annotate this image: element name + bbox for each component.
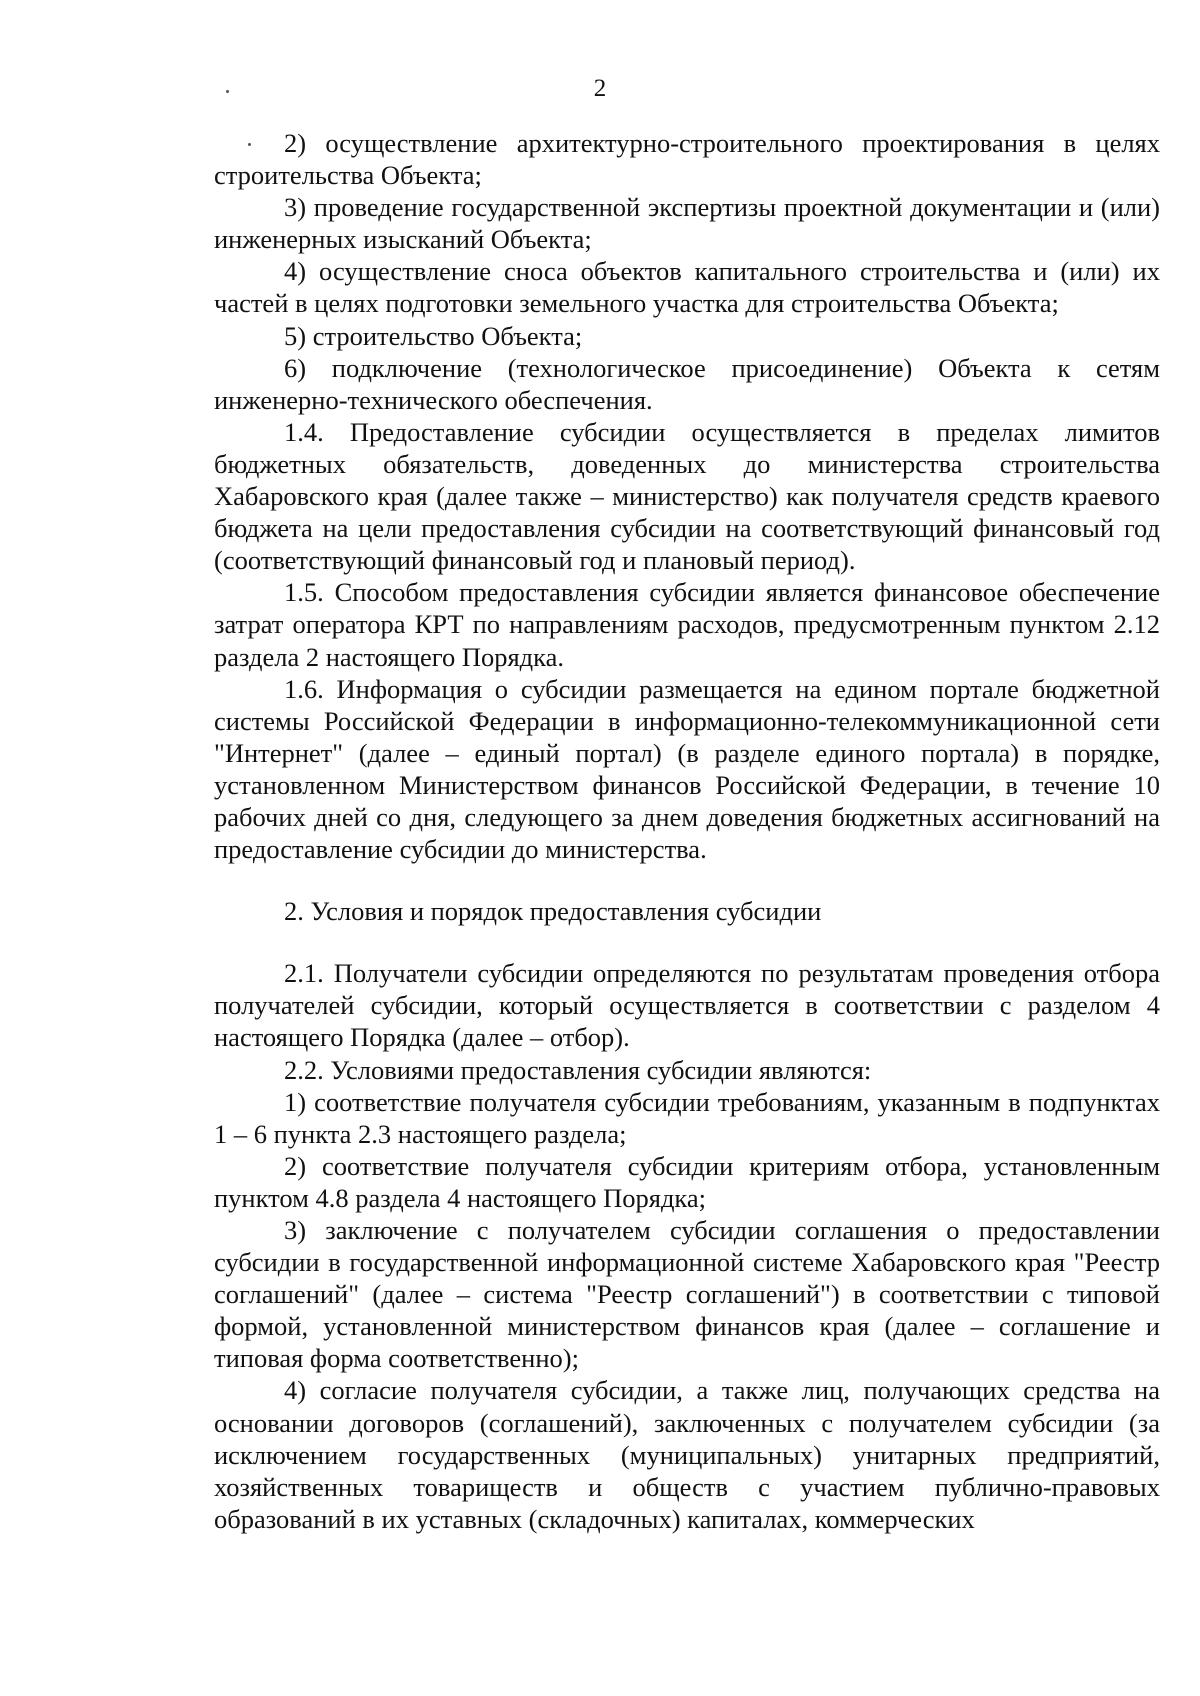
- condition-1: 1) соответствие получателя субсидии требованиям, указанным в подпунктах 1 – 6 пункта 2.3 настоящего раздела;: [214, 1086, 1160, 1149]
- condition-3: 3) заключение с получателем субсидии соглашения о предоставлении субсидии в государственной информационной системе Хабаровского края "Реестр соглашений" (далее – система "Реестр соглашений") в соответствии с типовой формой, установленной министерством финансов края (далее – соглашение и типовая форма соответственно);: [214, 1215, 1160, 1374]
- page-number: 2: [593, 75, 607, 102]
- section-2-heading: 2. Условия и порядок предоставления субсидии: [284, 896, 822, 927]
- clause-2-1: 2.1. Получатели субсидии определяются по результатам проведения отбора получателей субсидии, который осуществляется в соответствии с разделом 4 настоящего Порядка (далее – отбор).: [214, 958, 1160, 1053]
- list-item-6: 6) подключение (технологическое присоединение) Объекта к сетям инженерно-технического обеспечения.: [214, 352, 1160, 415]
- list-item-3: 3) проведение государственной экспертизы проектной документации и (или) инженерных изысканий Объекта;: [214, 192, 1160, 255]
- document-body: [214, 127, 1160, 1535]
- list-item-2: 2) осуществление архитектурно-строительного проектирования в целях строительства Объекта;: [214, 128, 1160, 191]
- condition-2: 2) соответствие получателя субсидии критериям отбора, установленным пунктом 4.8 раздела 4 настоящего Порядка;: [214, 1150, 1160, 1213]
- list-item-4: 4) осуществление сноса объектов капитального строительства и (или) их частей в целях подготовки земельного участка для строительства Объекта;: [214, 256, 1160, 319]
- clause-1-6: 1.6. Информация о субсидии размещается на едином портале бюджетной системы Российской Федерации в информационно-телекоммуникационной сети "Интернет" (далее – единый портал) (в разделе единого портала) в порядке, установленном Министерством финансов Российской Федерации, в течение 10 рабочих дней со дня, следующего за днем доведения бюджетных ассигнований на предоставление субсидии до министерства.: [214, 673, 1160, 865]
- list-item-5: 5) строительство Объекта;: [284, 320, 583, 351]
- clause-2-2: 2.2. Условиями предоставления субсидии являются:: [284, 1054, 872, 1085]
- condition-4: 4) согласие получателя субсидии, а также лиц, получающих средства на основании договоров (соглашений), заключенных с получателем субсидии (за исключением государственных (муниципальных) унитарных предприятий, хозяйственных товариществ и обществ с участием публично-правовых образований в их уставных (складочных) капиталах, коммерческих: [214, 1375, 1160, 1534]
- clause-1-4: 1.4. Предоставление субсидии осуществляется в пределах лимитов бюджетных обязательств, доведенных до министерства строительства Хабаровского края (далее также – министерство) как получателя средств краевого бюджета на цели предоставления субсидии на соответствующий финансовый год (соответствующий финансовый год и плановый период).: [214, 416, 1160, 576]
- clause-1-5: 1.5. Способом предоставления субсидии является финансовое обеспечение затрат оператора КРТ по направлениям расходов, предусмотренным пунктом 2.12 раздела 2 настоящего Порядка.: [214, 577, 1160, 672]
